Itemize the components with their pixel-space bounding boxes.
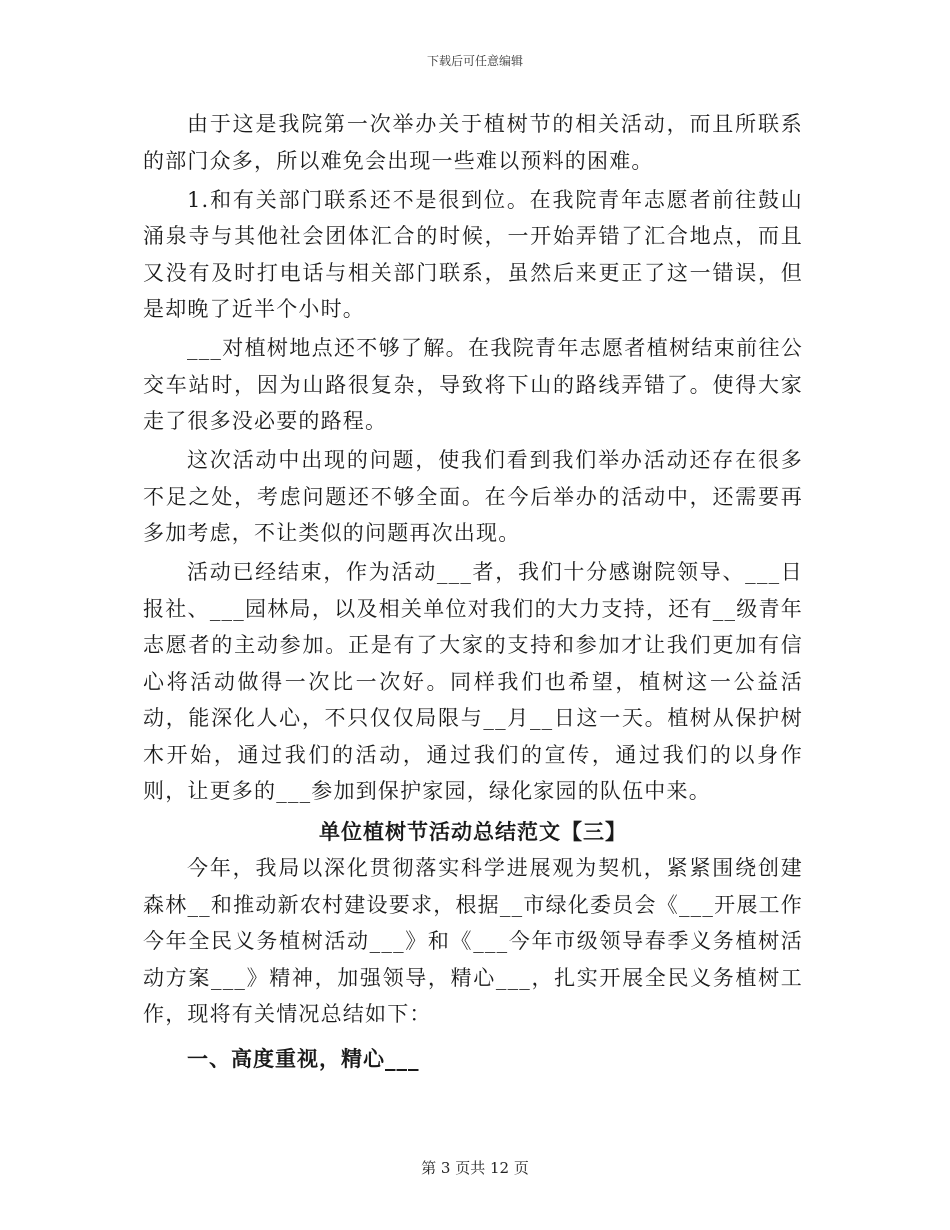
paragraph-section-intro: 今年，我局以深化贯彻落实科学进展观为契机，紧紧围绕创建森林__和推动新农村建设要求，根据__市绿化委员会《___开展工作今年全民义务植树活动___》和《___今年市级领导春季义务植树活动方案___》精神，加强领导，精心___，扎实开展全民义务植树工作，现将有关情况总结如下： (143, 856, 803, 1026)
page-header: 下载后可任意编辑 (426, 54, 523, 68)
subheading: 一、高度重视，精心___ (187, 1046, 420, 1071)
document-body (143, 106, 803, 1077)
section-title: 单位植树节活动总结范文【三】 (319, 819, 627, 844)
paragraph-thanks: 活动已经结束，作为活动___者，我们十分感谢院领导、___日报社、___园林局，以及相关单位对我们的大力支持，还有__级青年志愿者的主动参加。正是有了大家的支持和参加才让我们更加有信心将活动做得一次比一次好。同样我们也希望，植树这一公益活动，能深化人心，不只仅仅局限与__月__日这一天。植树从保护树木开始，通过我们的活动，通过我们的宣传，通过我们的以身作则，让更多的___参加到保护家园，绿化家园的队伍中来。 (143, 560, 803, 803)
paragraph-location-issue: ___对植树地点还不够了解。在我院青年志愿者植树结束前往公交车站时，因为山路很复杂，导致将下山的路线弄错了。使得大家走了很多没必要的路程。 (143, 336, 803, 433)
paragraph-difficulties-intro: 由于这是我院第一次举办关于植树节的相关活动，而且所联系的部门众多，所以难免会出现一些难以预料的困难。 (143, 112, 803, 173)
paragraph-contact-issue: 1.和有关部门联系还不是很到位。在我院青年志愿者前往鼓山涌泉寺与其他社会团体汇合的时候，一开始弄错了汇合地点，而且又没有及时打电话与相关部门联系，虽然后来更正了这一错误，但是却晚了近半个小时。 (143, 187, 803, 321)
page-footer: 第 3 页共 12 页 (421, 1159, 529, 1177)
paragraph-lessons: 这次活动中出现的问题，使我们看到我们举办活动还存在很多不足之处，考虑问题还不够全面。在今后举办的活动中，还需要再多加考虑，不让类似的问题再次出现。 (143, 448, 803, 545)
